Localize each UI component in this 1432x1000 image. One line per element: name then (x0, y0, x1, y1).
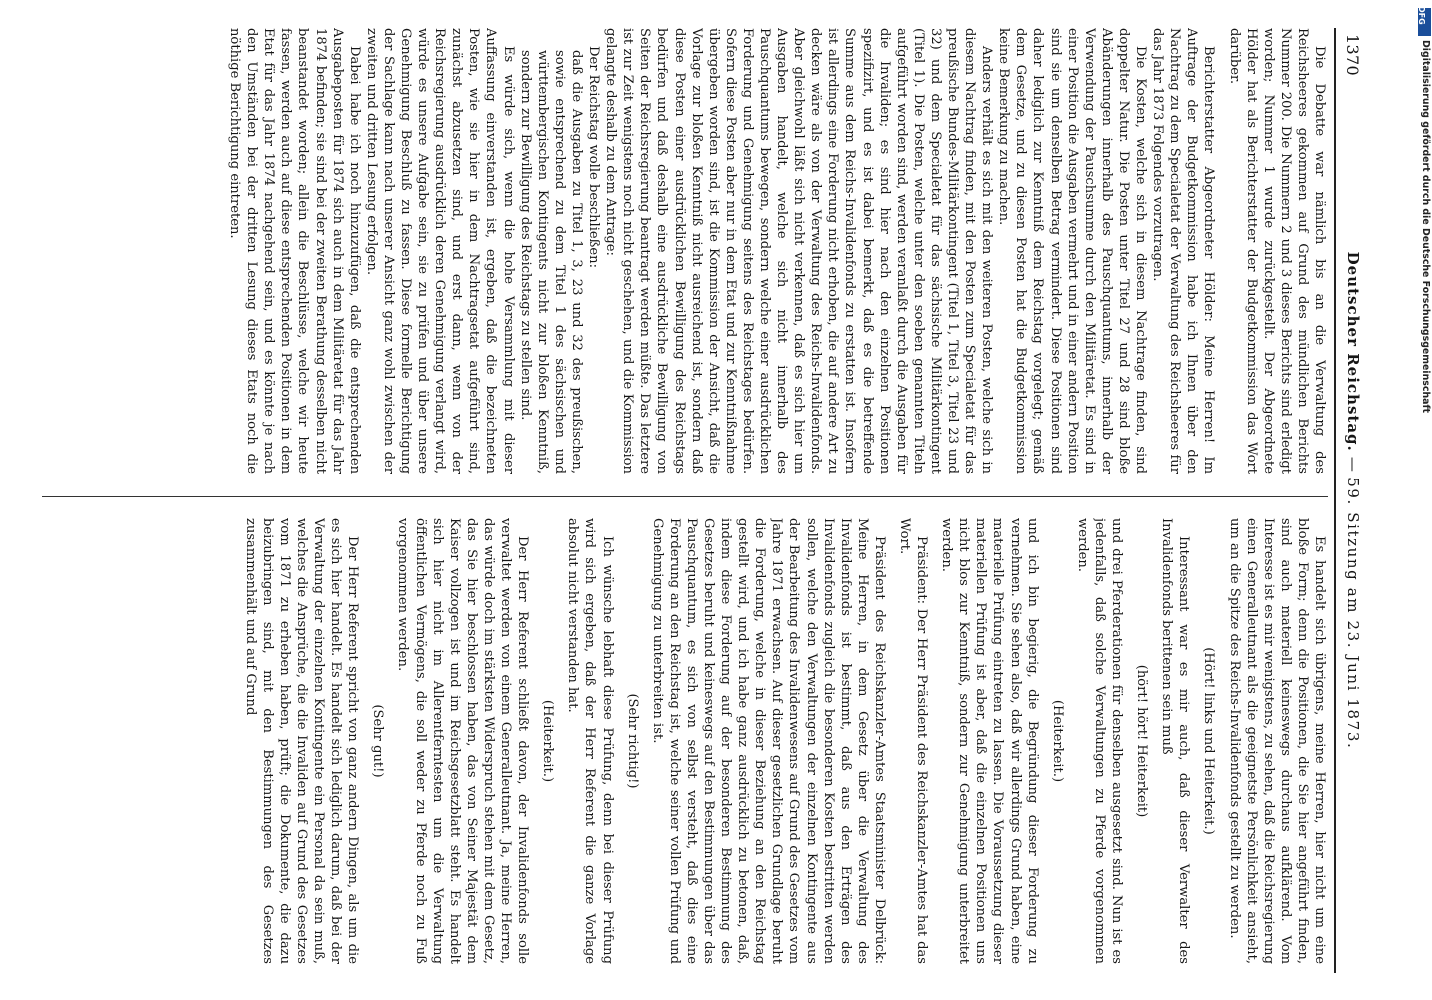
interjection: (Hört! links und Heiterkeit.) (1201, 647, 1217, 835)
paragraph: Ich wünsche lebhaft diese Prüfung, denn bei dieser Prüfung wird sich ergeben, daß der Herr Referent die ganze Vorlage absolut nicht verstanden hat. (565, 518, 615, 964)
session-title: 59. Sitzung am 23. Juni 1873. (1344, 477, 1362, 750)
interjection: (Heiterkeit.) (540, 699, 556, 783)
dfg-logo: DFG (1418, 8, 1431, 36)
digitization-credit: Digitalisierung gefördert durch die Deutsche Forschungsgemeinschaft (1420, 40, 1431, 414)
header-rule (1334, 28, 1336, 973)
left-column (42, 28, 1328, 474)
interjection: (hört! hört! Heiterkeit) (1134, 664, 1150, 818)
paragraph: Der Reichstag wolle beschließen: (586, 46, 602, 269)
paragraph: und ich bin begierig, die Begründung dieser Forderung zu vernehmen. Sie sehen also, daß wir allerdings Grund haben, eine materielle Prüfung eintreten zu lassen. Die Voraussetzung dieser materiellen Prüfung ist aber, daß die einzelnen Positionen uns nicht blos zur Kenntniß, sondern zur Genehmigung unterbreitet werden. (939, 518, 1040, 964)
paragraph: Berichterstatter Abgeordneter Hölder: Meine Herren! Im Auftrage der Budgetkommission habe ich Ihnen über den Nachtrag zu dem Specialetat der Verwaltung des Reichsheeres für das Jahr 1873 Folgendes vorzutragen. (1150, 28, 1217, 474)
paragraph: und drei Pferderationen für denselben ausgesetzt sind. Nun ist es jedenfalls, daß solche Verwaltungen zu Pferde vorgenommen werden. (1074, 518, 1125, 964)
paragraph: Anders verhält es sich mit den weiteren Posten, welche sich in diesem Nachtrag finden, mit den Posten zum Specialetat für das preußische Bundes-Militärkontingent (Titel 1, Titel 3, Titel 23 und 32) und dem Specialetat für das sächsische Militärkontingent (Titel 1). Die Posten, welche unter den soeben genannten Titeln aufgeführt worden sind, werden veranlaßt durch die Ausgaben für die Invaliden; es sind hier nach den einzelnen Positionen spezifizirt, und es ist dabei bemerkt, daß es die betreffende Summe aus dem Reichs-Invalidenfonds zu erstatten ist. Insofern ist allerdings eine Forderung nicht erhoben, die auf andere Art zu decken wäre als von der Verwaltung des Reichs-Invalidenfonds. Aber gleichwohl läßt sich nicht verkennen, daß es sich hier um Ausgaben handelt, welche sich nicht innerhalb des Pauschquantums bewegen, sondern welche einer ausdrücklichen Forderung und Genehmigung seitens des Reichstages bedürfen. Sofern diese Posten aber nur in dem Etat und zur Kenntnißnahme übergeben worden sind, ist die Kommission der Ansicht, daß die Vorlage zur bloßen Kenntniß nicht ausreichend ist, sondern daß diese Posten einer ausdrücklichen Bewilligung des Reichstags bedürfen und daß deshalb eine ausdrückliche Bewilligung von Seiten der Reichsregierung beantragt werden müßte. Das letztere ist zur Zeit wenigstens noch nicht geschehen, und die Kommission gelangte deshalb zu dem Antrage: (603, 28, 995, 474)
paragraph: Präsident des Reichskanzler-Amtes Staatsminister Delbrück: Meine Herren, in dem Gesetz über die Verwaltung des Invalidenfonds ist bestimmt, daß aus den Erträgen des Invalidenfonds zugleich die besonderen Kosten bestritten werden sollen, welche den Verwaltungen der einzelnen Kontingente aus der Bearbeitung des Invalidenwesens auf Grund des Gesetzes vom Jahre 1871 erwachsen. Auf dieser gesetzlichen Grundlage beruht die Forderung, welche in dieser Beziehung an den Reichstag gestellt wird, und ich habe ganz ausdrücklich zu betonen, daß, indem diese Forderung auf der besonderen Bestimmung des Gesetzes beruht und keineswegs auf den Bestimmungen über das Pauschquantum, es sich von selbst versteht, daß dies eine Forderung an den Reichstag ist, welche seiner vollen Prüfung und Genehmigung zu unterbreiten ist. (649, 518, 887, 964)
interjection: (Sehr gut!) (370, 704, 386, 778)
running-head-title (1344, 28, 1362, 973)
page-number: 1370 (1343, 34, 1362, 76)
paragraph: Dabei habe ich noch hinzuzufügen, daß die entsprechenden Ausgabeposten für 1874 sich auch in dem Militäretat für das Jahr 1874 befinden; sie sind bei der zweiten Berathung desselben nicht beanstandet worden; allein die Beschlüsse, welche wir heute fassen, werden auch auf diese entsprechenden Positionen in dem Etat für das Jahr 1874 nachgehend sein, und es könnte je nach den Umständen bei der dritten Lesung dieses Etats noch die nöthige Berichtigung eintreten. (227, 28, 362, 474)
paragraph: Der Herr Referent spricht von ganz andern Dingen, als um die es sich hier handelt. Es handelt sich lediglich darum, daß bei der Verwaltung der einzelnen Kontingente ein Personal da sein muß, welches die Ansprüche, die die Invaliden auf Grund des Gesetzes vom 1871 zu erheben haben, prüft; die Dokumente, die dazu beizubringen sind, mit den Bestimmungen des Gesetzes zusammenhält und auf Grund (242, 518, 361, 964)
column-divider (42, 496, 1328, 497)
motion-text: daß die Ausgaben zu Titel 1, 3, 23 und 32 des preußischen, sowie entsprechend zu dem Titel 1 des sächsischen und württembergischen Kontingents nicht zur bloßen Kenntniß, sondern zur Bewilligung des Reichstags zu stellen sind. (517, 50, 584, 474)
title-separator: — (1344, 456, 1362, 473)
paragraph: Die Debatte war nämlich bis an die Verwaltung des Reichsheeres gekommen auf Grund des mündlichen Berichts Nummer 200. Die Nummern 2 und 3 dieses Berichts sind erledigt worden; Nummer 1 wurde zurückgestellt. Der Abgeordnete Hölder hat als Berichterstatter der Budgetkommission das Wort darüber. (1226, 28, 1327, 474)
right-column (42, 518, 1328, 964)
paragraph: Interessant war es mir auch, daß dieser Verwalter des Invalidenfonds berittenen sein muß (1159, 518, 1192, 964)
rotated-page (42, 28, 1372, 973)
paragraph: Präsident: Der Herr Präsident des Reichskanzler-Amtes hat das Wort. (897, 518, 930, 964)
interjection: (Sehr richtig!) (624, 693, 640, 789)
paragraph: Der Herr Referent schließt davon, der Invalidenfonds solle verwaltet werden von einem Generalleutnant. Ja, meine Herren, das würde doch im stärksten Widerspruch stehen mit dem Gesetz, das Sie hier beschlossen haben, das von Seiner Majestät dem Kaiser vollzogen ist und im Reichsgesetzblatt steht. Es handelt sich hier nicht im Allerentferntesten um die Verwaltung öffentlichen Vermögens, die soll weder zu Pferde noch zu Fuß vorgenommen werden. (395, 518, 531, 964)
running-head (1336, 28, 1372, 973)
paragraph: Es handelt sich übrigens, meine Herren, hier nicht um eine bloße Form; denn die Positionen, die Sie hier angeführt finden, sind auch materiell keineswegs durchaus aufklärend. Vom Interesse ist es mir wenigstens, zu sehen, daß die Reichsregierung einen Generalleutnant als die geeignetste Persönlichkeit ansieht, um an die Spitze des Reichs-Invalidenfonds gestellt zu werden. (1226, 518, 1327, 964)
interjection: (Heiterkeit.) (1049, 699, 1065, 783)
paragraph: Es würde sich, wenn die hohe Versammlung mit dieser Auffassung einverstanden ist, ergeben, daß die bezeichneten Posten, wie sie hier in dem Nachtragsetat aufgeführt sind, zunächst abzusetzen sind, und erst dann, wenn von der Reichsregierung ausdrücklich deren Genehmigung verlangt wird, würde es unsere Aufgabe sein, sie zu prüfen und über unsere Genehmigung Beschluß zu fassen. Diese formelle Berichtigung der Sachlage kann nach unserer Ansicht ganz wohl zwischen der zweiten und dritten Lesung erfolgen. (363, 28, 516, 474)
paper-title: Deutscher Reichstag. (1344, 251, 1362, 452)
paragraph: Die Kosten, welche sich in diesem Nachtrage finden, sind doppelter Natur. Die Posten unter Titel 27 und 28 sind bloße Abänderungen innerhalb des Pauschquantums, innerhalb der Verwendung der Pauschsumme durch den Militäretat. Es sind in einer Position die Ausgaben vermehrt und in einer andern Position sind sie um denselben Betrag vermindert. Diese Positionen sind daher lediglich zur Kenntniß dem Reichstag vorgelegt; gemäß dem Gesetze, und zu diesen Posten hat die Budgetkommission keine Bemerkung zu machen. (996, 28, 1149, 474)
